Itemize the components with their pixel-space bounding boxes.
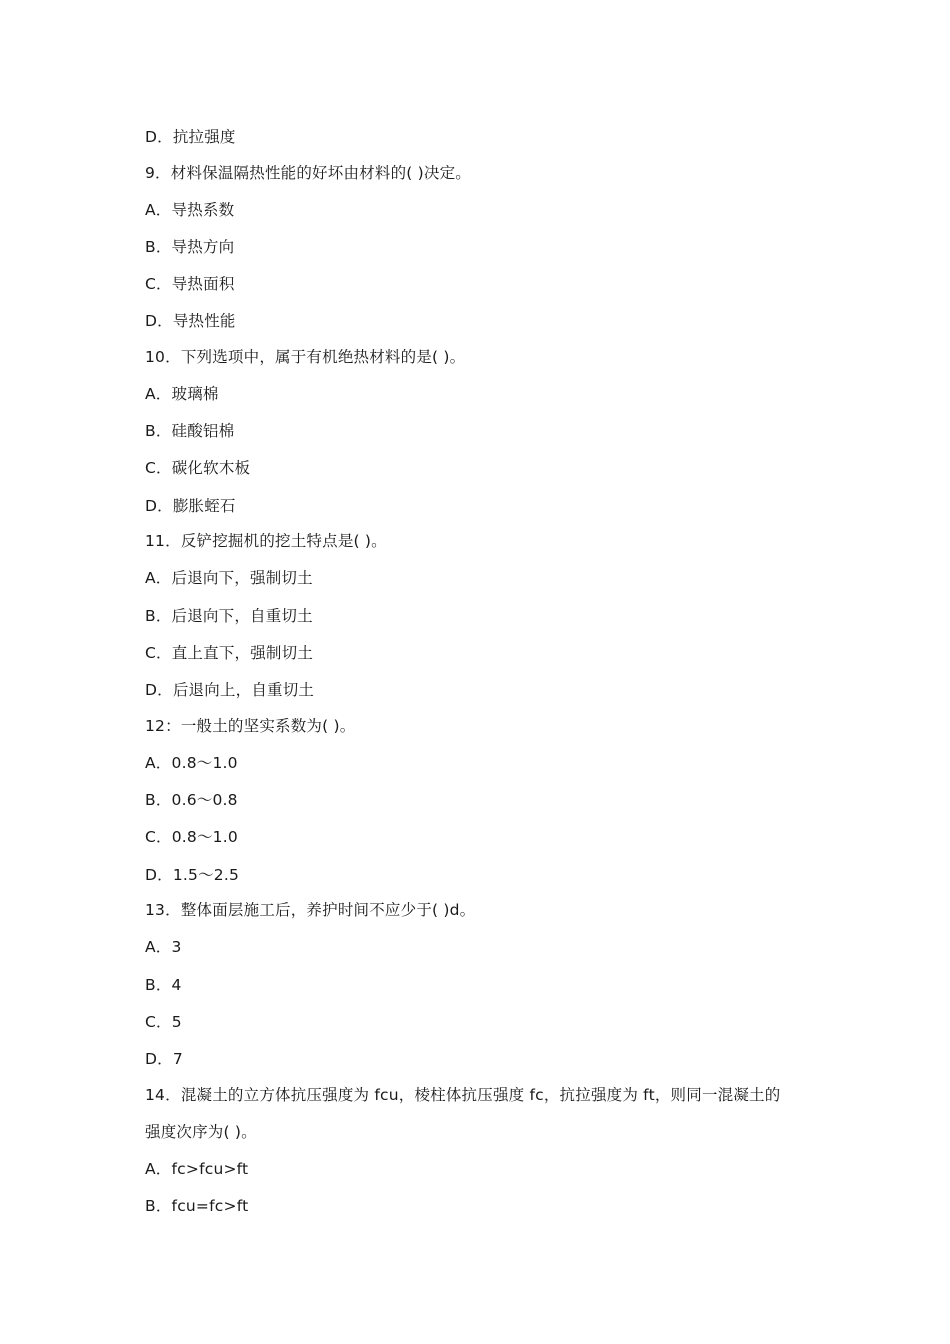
q9-option-a: A．导热系数 xyxy=(145,201,235,219)
q9-question: 9．材料保温隔热性能的好坏由材料的( )决定。 xyxy=(145,164,471,182)
q14-option-a: A．fc>fcu>ft xyxy=(145,1160,249,1178)
q10-option-a: A．玻璃棉 xyxy=(145,385,219,403)
q9-option-d: D．导热性能 xyxy=(145,312,236,330)
q9-option-c: C．导热面积 xyxy=(145,275,235,293)
q9-option-b: B．导热方向 xyxy=(145,238,235,256)
q12-option-b: B．0.6～0.8 xyxy=(145,791,238,809)
q13-option-b: B．4 xyxy=(145,976,182,994)
q14-option-b: B．fcu=fc>ft xyxy=(145,1197,249,1215)
q12-option-d: D．1.5～2.5 xyxy=(145,866,240,884)
q14-question-continued: 强度次序为( )。 xyxy=(145,1123,257,1141)
q13-question: 13．整体面层施工后，养护时间不应少于( )d。 xyxy=(145,901,476,919)
q12-question: 12：一般土的坚实系数为( )。 xyxy=(145,717,356,735)
q10-option-d: D．膨胀蛭石 xyxy=(145,497,236,515)
q11-question: 11．反铲挖掘机的挖土特点是( )。 xyxy=(145,532,387,550)
q12-option-a: A．0.8～1.0 xyxy=(145,754,238,772)
q8-option-d: D．抗拉强度 xyxy=(145,128,236,146)
q10-option-c: C．碳化软木板 xyxy=(145,459,251,477)
q13-option-d: D．7 xyxy=(145,1050,183,1068)
q12-option-c: C．0.8～1.0 xyxy=(145,828,238,846)
q13-option-a: A．3 xyxy=(145,938,182,956)
q11-option-b: B．后退向下，自重切土 xyxy=(145,607,313,625)
q11-option-d: D．后退向上，自重切土 xyxy=(145,681,315,699)
q11-option-a: A．后退向下，强制切土 xyxy=(145,569,313,587)
q11-option-c: C．直上直下，强制切土 xyxy=(145,644,314,662)
q14-question: 14．混凝土的立方体抗压强度为 fcu，棱柱体抗压强度 fc，抗拉强度为 ft，则同一混凝土的 xyxy=(145,1086,781,1104)
q13-option-c: C．5 xyxy=(145,1013,182,1031)
q10-option-b: B．硅酸铝棉 xyxy=(145,422,235,440)
q10-question: 10．下列选项中，属于有机绝热材料的是( )。 xyxy=(145,348,466,366)
